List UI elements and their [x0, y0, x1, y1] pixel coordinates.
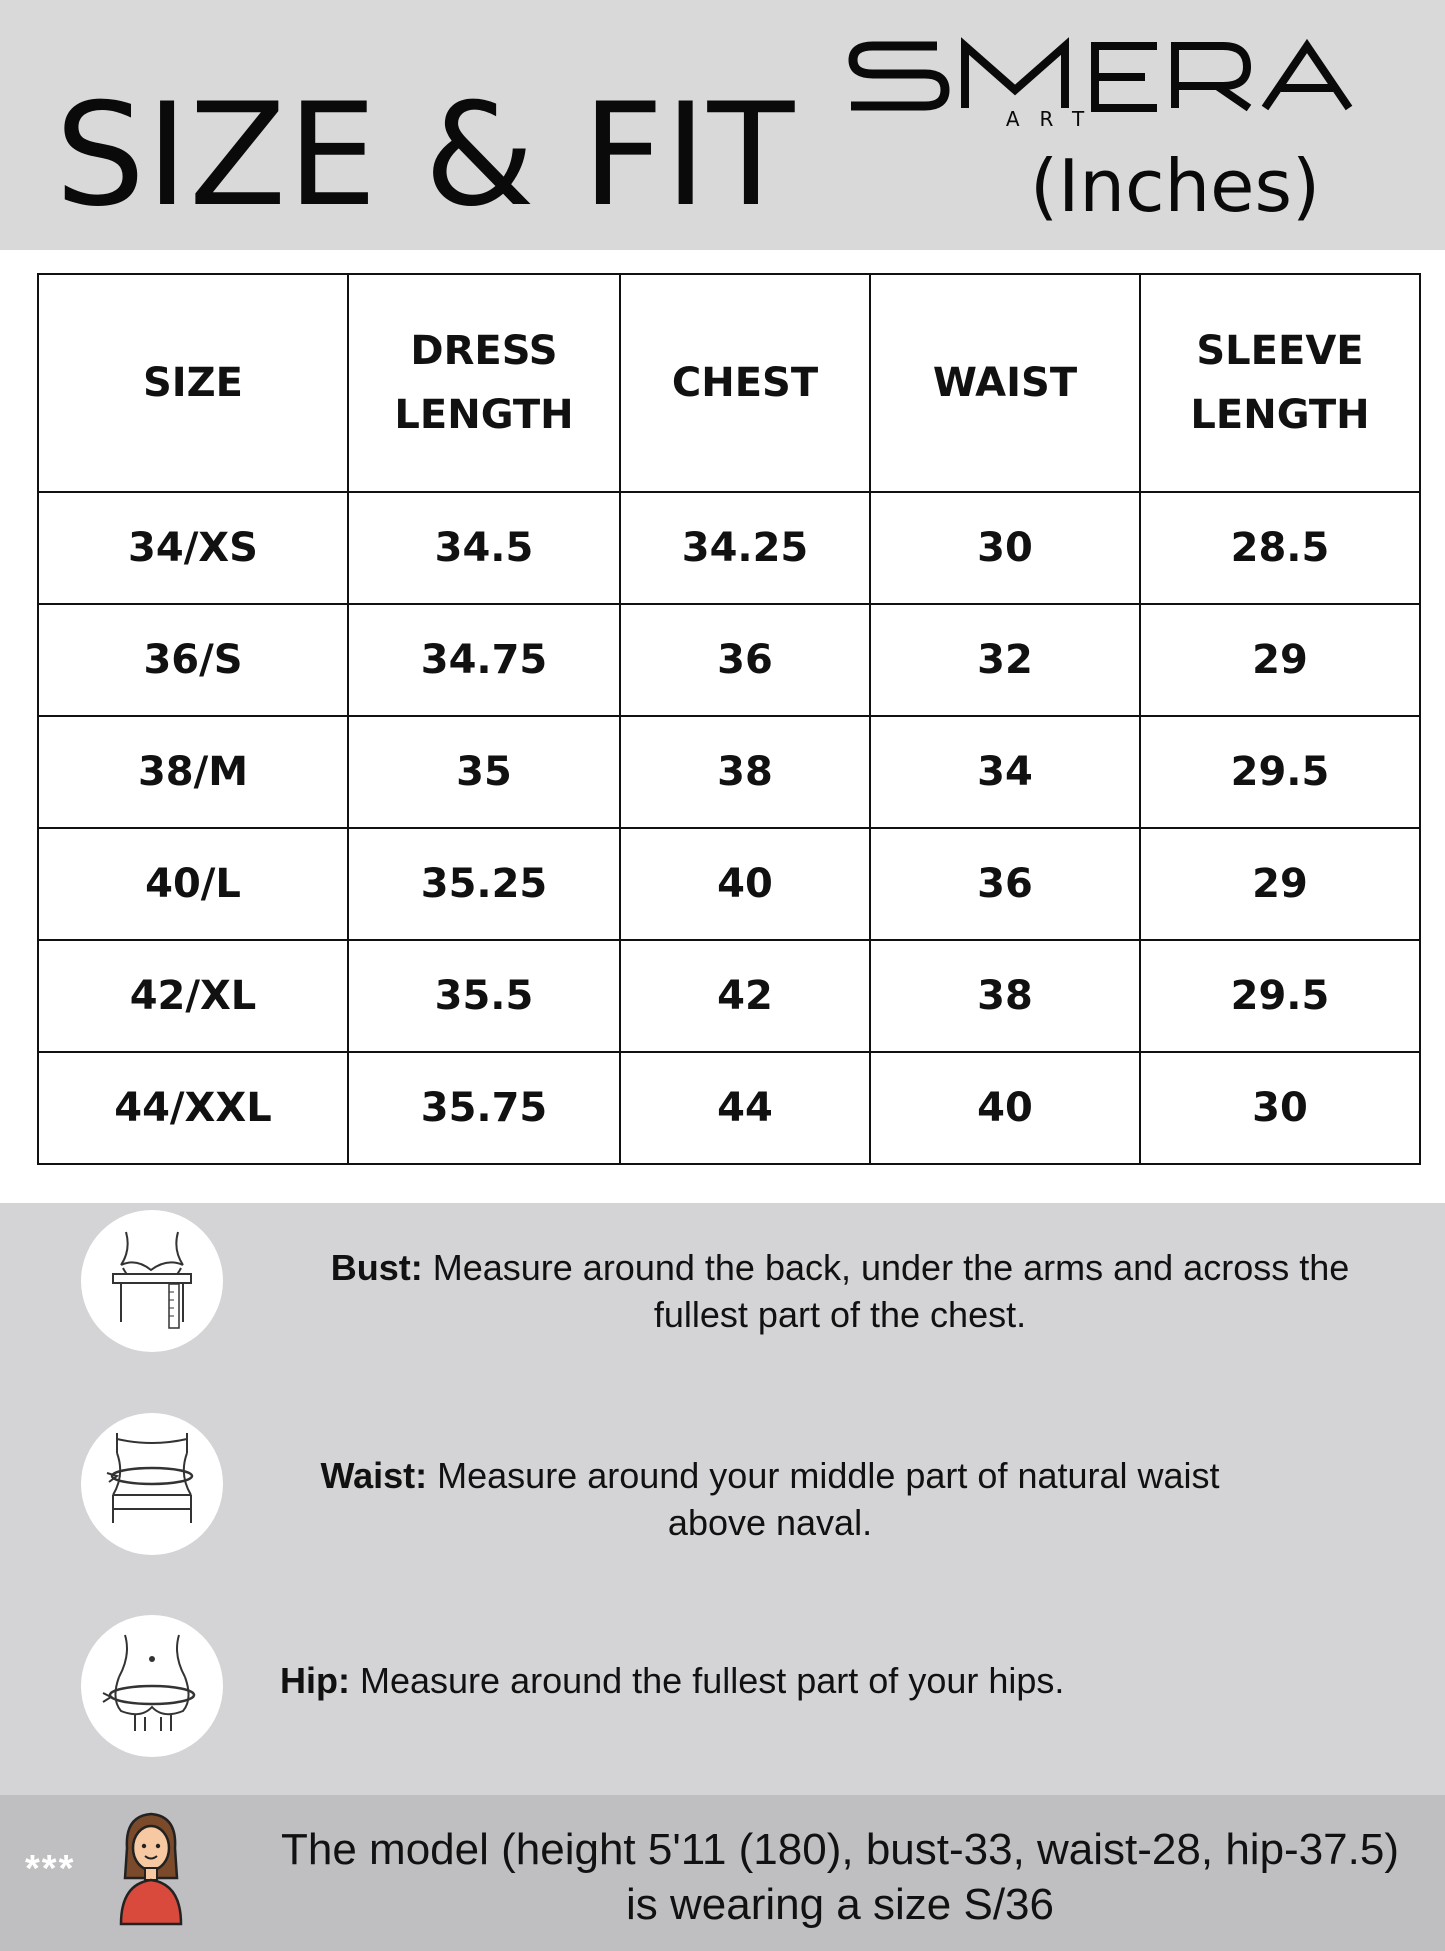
logo-letter-s: [851, 46, 945, 106]
dress-length-cell: 35.75: [348, 1052, 620, 1164]
brand-logo: [845, 28, 1425, 128]
woman-avatar-icon: [115, 1808, 187, 1926]
chest-cell: 38: [620, 716, 870, 828]
column-header-waist: WAIST: [870, 274, 1140, 492]
waist-cell: 32: [870, 604, 1140, 716]
sleeve-length-cell: 29: [1140, 828, 1420, 940]
size-cell: 36/S: [38, 604, 348, 716]
size-table: [37, 273, 1421, 1165]
waist-cell: 36: [870, 828, 1140, 940]
dress-length-cell: 35.25: [348, 828, 620, 940]
chest-cell: 40: [620, 828, 870, 940]
waist-measure-icon: [81, 1413, 223, 1555]
dress-length-cell: 35: [348, 716, 620, 828]
size-cell: 40/L: [38, 828, 348, 940]
logo-letter-a: [1265, 46, 1349, 108]
table-row: [38, 1052, 1420, 1164]
chest-cell: 36: [620, 604, 870, 716]
table-row: [38, 828, 1420, 940]
model-note: The model (height 5'11 (180), bust-33, waist-28, hip-37.5) is wearing a size S/36: [281, 1825, 1399, 1929]
size-cell: 44/XXL: [38, 1052, 348, 1164]
unit-label: (Inches): [1030, 144, 1321, 228]
chest-cell: 34.25: [620, 492, 870, 604]
size-cell: 34/XS: [38, 492, 348, 604]
dress-length-cell: 34.75: [348, 604, 620, 716]
asterisks: ***: [25, 1848, 76, 1890]
waist-cell: 40: [870, 1052, 1140, 1164]
size-cell: 38/M: [38, 716, 348, 828]
column-header-dress-length: DRESS LENGTH: [348, 274, 620, 492]
table-row: [38, 604, 1420, 716]
logo-sub-text: ART: [1005, 107, 1105, 128]
sleeve-length-cell: 29.5: [1140, 940, 1420, 1052]
page-title: SIZE & FIT: [55, 73, 796, 238]
table-header-row: [38, 274, 1420, 492]
column-header-size: SIZE: [38, 274, 348, 492]
bust-instruction: Bust: Measure around the back, under the arms and across the fullest part of the chest.: [330, 1247, 1350, 1335]
sleeve-length-cell: 28.5: [1140, 492, 1420, 604]
bust-measure-icon: [81, 1210, 223, 1352]
chest-cell: 42: [620, 940, 870, 1052]
table-row: [38, 716, 1420, 828]
dress-length-cell: 35.5: [348, 940, 620, 1052]
logo-letter-r: [1175, 46, 1249, 108]
table-row: [38, 940, 1420, 1052]
bust-label: Bust:: [330, 1247, 423, 1288]
logo-letter-e: [1095, 46, 1157, 108]
size-cell: 42/XL: [38, 940, 348, 1052]
waist-cell: 30: [870, 492, 1140, 604]
logo-letter-m: [965, 46, 1065, 108]
chest-cell: 44: [620, 1052, 870, 1164]
column-header-chest: CHEST: [620, 274, 870, 492]
waist-label: Waist:: [320, 1455, 428, 1496]
table-row: [38, 492, 1420, 604]
hip-measure-icon: [81, 1615, 223, 1757]
column-header-sleeve-length: SLEEVE LENGTH: [1140, 274, 1420, 492]
waist-cell: 38: [870, 940, 1140, 1052]
sleeve-length-cell: 29.5: [1140, 716, 1420, 828]
waist-instruction: Waist: Measure around your middle part of natural waist above naval.: [320, 1455, 1220, 1543]
sleeve-length-cell: 29: [1140, 604, 1420, 716]
waist-cell: 34: [870, 716, 1140, 828]
hip-instruction: Hip: Measure around the fullest part of your hips.: [280, 1660, 1065, 1701]
hip-label: Hip:: [280, 1660, 350, 1701]
dress-length-cell: 34.5: [348, 492, 620, 604]
sleeve-length-cell: 30: [1140, 1052, 1420, 1164]
